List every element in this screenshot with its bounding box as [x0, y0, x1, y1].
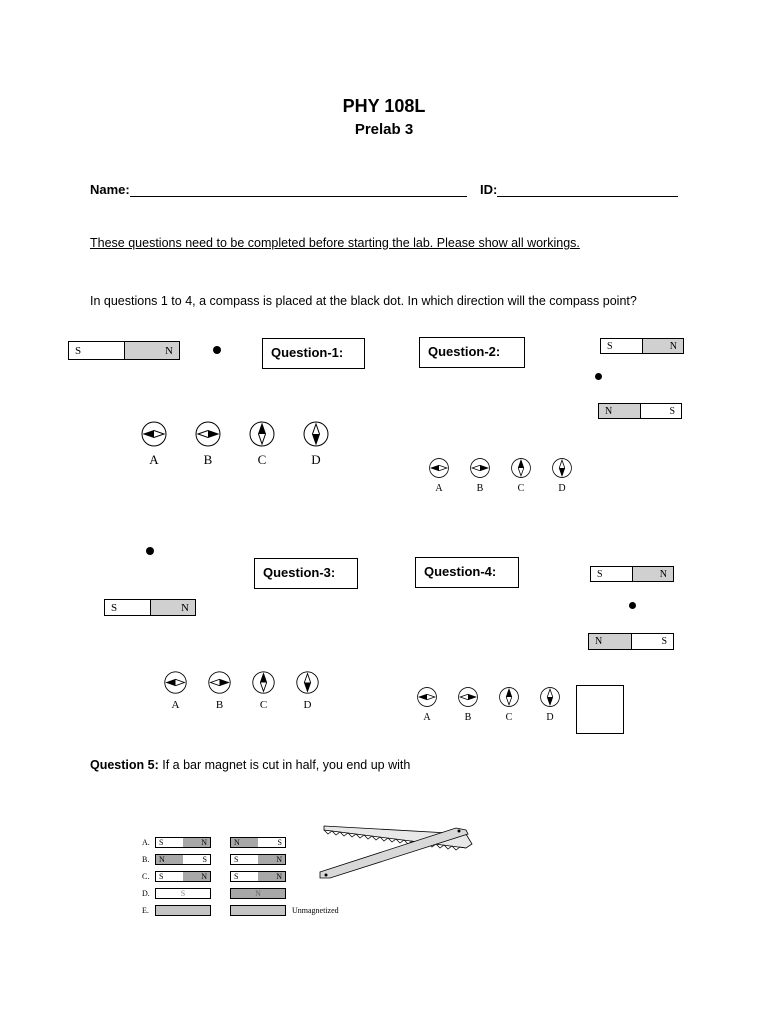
- compass-horizontal-icon: [163, 670, 188, 695]
- compass-option-a[interactable]: A: [416, 686, 438, 723]
- compass-option-d[interactable]: D: [302, 420, 330, 468]
- id-label: ID:: [480, 182, 498, 197]
- compass-option-a[interactable]: A: [140, 420, 168, 468]
- compass-horizontal-icon: [207, 670, 232, 695]
- compass-horizontal-icon: [194, 420, 222, 448]
- page-title: PHY 108L: [342, 96, 426, 116]
- instructions: These questions need to be completed before starting the lab. Please show all workings.: [90, 236, 580, 250]
- compass-option-c[interactable]: C: [248, 420, 276, 468]
- page-subtitle: Prelab 3: [354, 121, 414, 138]
- question-2-answer-box[interactable]: Question-2:: [419, 337, 525, 368]
- compass-horizontal-icon: [469, 457, 491, 479]
- question-3-answer-box[interactable]: Question-3:: [254, 558, 358, 589]
- bar-magnet: [590, 566, 674, 582]
- name-field[interactable]: [130, 196, 467, 197]
- question-5-options: [142, 836, 339, 917]
- question-4-answer-box[interactable]: Question-4:: [415, 557, 519, 588]
- compass-option-a[interactable]: A: [428, 457, 450, 494]
- magnet-pole-right: N: [124, 342, 180, 359]
- bar-magnet: [598, 403, 682, 419]
- compass-options-q1: [140, 420, 330, 468]
- option-e[interactable]: E. Unmagnetized: [142, 906, 339, 915]
- bar-magnet: [588, 633, 674, 650]
- half-magnet: S N: [155, 871, 211, 882]
- half-magnet: [230, 905, 286, 916]
- half-magnet: S N: [155, 837, 211, 848]
- compass-option-c[interactable]: C: [251, 670, 276, 711]
- magnet-pole-right: N: [642, 339, 684, 353]
- question-5-label: Question 5:: [90, 758, 159, 772]
- intro-text: In questions 1 to 4, a compass is placed at the black dot. In which direction will the compass point?: [90, 294, 637, 308]
- compass-vertical-icon: [302, 420, 330, 448]
- compass-option-a[interactable]: A: [163, 670, 188, 711]
- compass-option-c[interactable]: C: [510, 457, 532, 494]
- magnet-pole-left: S: [111, 601, 118, 614]
- option-d[interactable]: D. S N: [142, 887, 339, 900]
- compass-vertical-icon: [510, 457, 532, 479]
- id-field[interactable]: [497, 196, 678, 197]
- compass-position-dot: [629, 602, 636, 609]
- question-1-answer-box[interactable]: Question-1:: [262, 338, 365, 369]
- compass-option-b[interactable]: B: [207, 670, 232, 711]
- unmagnetized-label: Unmagnetized: [292, 906, 339, 915]
- half-magnet: S: [155, 888, 211, 899]
- magnet-pole-left: S: [607, 340, 613, 352]
- compass-option-c[interactable]: C: [498, 686, 520, 723]
- magnet-pole-right: S: [669, 405, 675, 417]
- saw-cutting-magnet-illustration: [316, 820, 476, 882]
- compass-option-b[interactable]: B: [457, 686, 479, 723]
- compass-options-q3: [163, 670, 320, 711]
- compass-position-dot: [595, 373, 602, 380]
- half-magnet: N S: [155, 854, 211, 865]
- compass-horizontal-icon: [457, 686, 479, 708]
- magnet-pole-left: S: [597, 568, 603, 580]
- bar-magnet: [104, 599, 196, 616]
- half-magnet: N S: [230, 837, 286, 848]
- compass-vertical-icon: [498, 686, 520, 708]
- compass-vertical-icon: [539, 686, 561, 708]
- option-b[interactable]: B. N S S N: [142, 853, 339, 866]
- compass-option-d[interactable]: D: [551, 457, 573, 494]
- bar-magnet: [600, 338, 684, 354]
- compass-vertical-icon: [248, 420, 276, 448]
- magnet-pole-right: N: [150, 600, 196, 615]
- compass-options-q4: [416, 686, 561, 723]
- option-c[interactable]: C. S N S N: [142, 870, 339, 883]
- half-magnet: N: [230, 888, 286, 899]
- bar-magnet: [68, 341, 180, 360]
- compass-option-d[interactable]: D: [295, 670, 320, 711]
- compass-option-d[interactable]: D: [539, 686, 561, 723]
- compass-option-b[interactable]: B: [469, 457, 491, 494]
- question-5-text: If a bar magnet is cut in half, you end up with: [158, 758, 411, 772]
- compass-horizontal-icon: [428, 457, 450, 479]
- magnet-pole-left: S: [75, 344, 82, 357]
- compass-position-dot: [146, 547, 154, 555]
- compass-vertical-icon: [251, 670, 276, 695]
- magnet-pole-right: S: [661, 636, 667, 647]
- compass-vertical-icon: [551, 457, 573, 479]
- question-5-prompt: [90, 758, 410, 772]
- half-magnet: [155, 905, 211, 916]
- name-label: Name:: [90, 182, 130, 197]
- compass-options-q2: [428, 457, 573, 494]
- magnet-pole-left: N: [599, 404, 641, 418]
- compass-horizontal-icon: [416, 686, 438, 708]
- half-magnet: S N: [230, 854, 286, 865]
- compass-vertical-icon: [295, 670, 320, 695]
- compass-option-b[interactable]: B: [194, 420, 222, 468]
- compass-horizontal-icon: [140, 420, 168, 448]
- magnet-pole-left: N: [589, 634, 632, 649]
- magnet-pole-right: N: [632, 567, 674, 581]
- half-magnet: S N: [230, 871, 286, 882]
- compass-position-dot: [213, 346, 221, 354]
- question-4-answer-square[interactable]: [576, 685, 624, 734]
- option-a[interactable]: A. S N N S: [142, 836, 339, 849]
